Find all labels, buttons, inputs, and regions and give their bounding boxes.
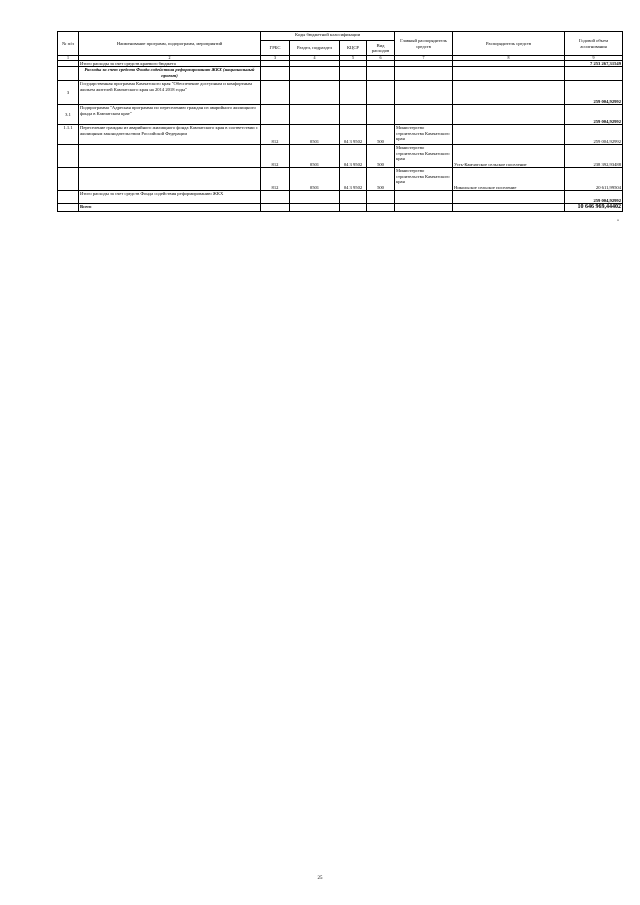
row-main-manager bbox=[395, 204, 453, 212]
row-main-manager: Министерство строительства Камчатского края bbox=[395, 125, 453, 145]
row-amount: 10 646 969,44402 bbox=[565, 204, 623, 212]
row-section bbox=[290, 67, 340, 81]
row-amount: 20 611,99504 bbox=[565, 168, 623, 191]
row-grbs bbox=[261, 204, 290, 212]
row-kcsr bbox=[340, 67, 367, 81]
row-amount bbox=[565, 67, 623, 81]
row-kvr bbox=[367, 191, 395, 204]
row-main-manager: Министерство строительства Камчатского края bbox=[395, 168, 453, 191]
table-row bbox=[58, 191, 623, 204]
column-number: 3 bbox=[261, 56, 290, 61]
table-row bbox=[58, 105, 623, 125]
row-grbs bbox=[261, 67, 290, 81]
row-amount: 259 004,92992 bbox=[565, 81, 623, 105]
row-amount: 238 392,93488 bbox=[565, 145, 623, 168]
row-recipient: Усть-Камчатское сельское поселение bbox=[453, 145, 565, 168]
row-name: Всего bbox=[79, 204, 261, 212]
row-name: Итого расходы за счет средств Фонда содействия реформированию ЖКХ bbox=[79, 191, 261, 204]
row-num bbox=[58, 67, 79, 81]
row-kcsr bbox=[340, 81, 367, 105]
header-section: Раздел, подраздел bbox=[290, 41, 340, 56]
row-amount: 259 004,92992 bbox=[565, 125, 623, 145]
header-name: Наименование программ, подпрограмм, мероприятий bbox=[79, 32, 261, 56]
row-amount: 259 004,92992 bbox=[565, 191, 623, 204]
column-number: 1 bbox=[58, 56, 79, 61]
row-grbs bbox=[261, 191, 290, 204]
header-recipient: Распорядитель средств bbox=[453, 32, 565, 56]
row-num bbox=[58, 204, 79, 212]
row-section bbox=[290, 191, 340, 204]
row-main-manager bbox=[395, 67, 453, 81]
row-kcsr: 04 3 9502 bbox=[340, 168, 367, 191]
row-grbs bbox=[261, 81, 290, 105]
header-codes-group: Коды бюджетной классификации bbox=[261, 32, 395, 41]
row-grbs: 812 bbox=[261, 168, 290, 191]
row-recipient: Никольское сельское поселение bbox=[453, 168, 565, 191]
row-recipient bbox=[453, 191, 565, 204]
row-recipient bbox=[453, 125, 565, 145]
row-main-manager bbox=[395, 105, 453, 125]
row-num bbox=[58, 145, 79, 168]
header-annual: Годовой объем ассигнования bbox=[565, 32, 623, 56]
row-amount: 259 004,92992 bbox=[565, 105, 623, 125]
header-num: № п/п bbox=[58, 32, 79, 56]
column-number: 5 bbox=[340, 56, 367, 61]
row-name bbox=[79, 168, 261, 191]
continuation-mark: » bbox=[617, 217, 619, 222]
row-amount: 7 253 267,31549 bbox=[565, 61, 623, 67]
table-row bbox=[58, 67, 623, 81]
header-kcsr: КЦСР bbox=[340, 41, 367, 56]
row-grbs: 812 bbox=[261, 145, 290, 168]
column-number: 6 bbox=[367, 56, 395, 61]
row-main-manager: Министерство строительства Камчатского края bbox=[395, 145, 453, 168]
row-num: 3 bbox=[58, 81, 79, 105]
row-section bbox=[290, 204, 340, 212]
row-main-manager bbox=[395, 191, 453, 204]
row-kvr bbox=[367, 81, 395, 105]
row-recipient bbox=[453, 105, 565, 125]
table-row bbox=[58, 125, 623, 145]
column-number: 2 bbox=[79, 56, 261, 61]
column-number: 7 bbox=[395, 56, 453, 61]
row-main-manager bbox=[395, 81, 453, 105]
table-row bbox=[58, 168, 623, 191]
row-name: Государственная программа Камчатского края "Обеспечение доступным и комфортным жильем жителей Камчатского края на 2014 2018 годы" bbox=[79, 81, 261, 105]
table-row bbox=[58, 81, 623, 105]
row-num: 3.1 bbox=[58, 105, 79, 125]
header-main-manager: Главный распорядитель средств bbox=[395, 32, 453, 56]
row-kcsr bbox=[340, 105, 367, 125]
table-row bbox=[58, 145, 623, 168]
column-number: 9 bbox=[565, 56, 623, 61]
row-num: 1.1.1 bbox=[58, 125, 79, 145]
row-name: Итого расходы за счет средств краевого бюджета bbox=[79, 61, 261, 67]
row-section bbox=[290, 81, 340, 105]
row-kvr bbox=[367, 204, 395, 212]
row-num bbox=[58, 168, 79, 191]
row-num bbox=[58, 191, 79, 204]
row-kcsr: 04 3 9502 bbox=[340, 145, 367, 168]
row-kvr bbox=[367, 105, 395, 125]
column-number: 8 bbox=[453, 56, 565, 61]
row-section: 0501 bbox=[290, 168, 340, 191]
row-kcsr bbox=[340, 191, 367, 204]
row-section bbox=[290, 105, 340, 125]
budget-table bbox=[57, 31, 623, 212]
row-recipient bbox=[453, 81, 565, 105]
row-name: Расходы за счет средств Фонда содействия реформированию ЖКХ (национальный проект) bbox=[79, 67, 261, 81]
row-recipient bbox=[453, 204, 565, 212]
row-name bbox=[79, 145, 261, 168]
table-row bbox=[58, 204, 623, 212]
row-grbs bbox=[261, 105, 290, 125]
row-kvr: 500 bbox=[367, 145, 395, 168]
row-name: Подпрограмма "Адресная программа по переселению граждан из аварийного жилищного фонда в Камчатском крае" bbox=[79, 105, 261, 125]
page-number: 25 bbox=[317, 876, 323, 881]
header-grbs: ГРБС bbox=[261, 41, 290, 56]
row-kvr bbox=[367, 67, 395, 81]
column-number: 4 bbox=[290, 56, 340, 61]
row-section: 0501 bbox=[290, 145, 340, 168]
row-kvr: 500 bbox=[367, 168, 395, 191]
row-name: Переселение граждан из аварийного жилищного фонда Камчатского края в соответствии с жилищным законодательством Российской Федерации bbox=[79, 125, 261, 145]
row-kcsr bbox=[340, 204, 367, 212]
header-kvr: Вид расходов bbox=[367, 41, 395, 56]
row-recipient bbox=[453, 67, 565, 81]
row-grbs: 812 bbox=[261, 125, 290, 145]
row-kvr: 500 bbox=[367, 125, 395, 145]
row-section: 0501 bbox=[290, 125, 340, 145]
header-row-1 bbox=[58, 32, 623, 41]
row-kcsr: 04 3 9502 bbox=[340, 125, 367, 145]
